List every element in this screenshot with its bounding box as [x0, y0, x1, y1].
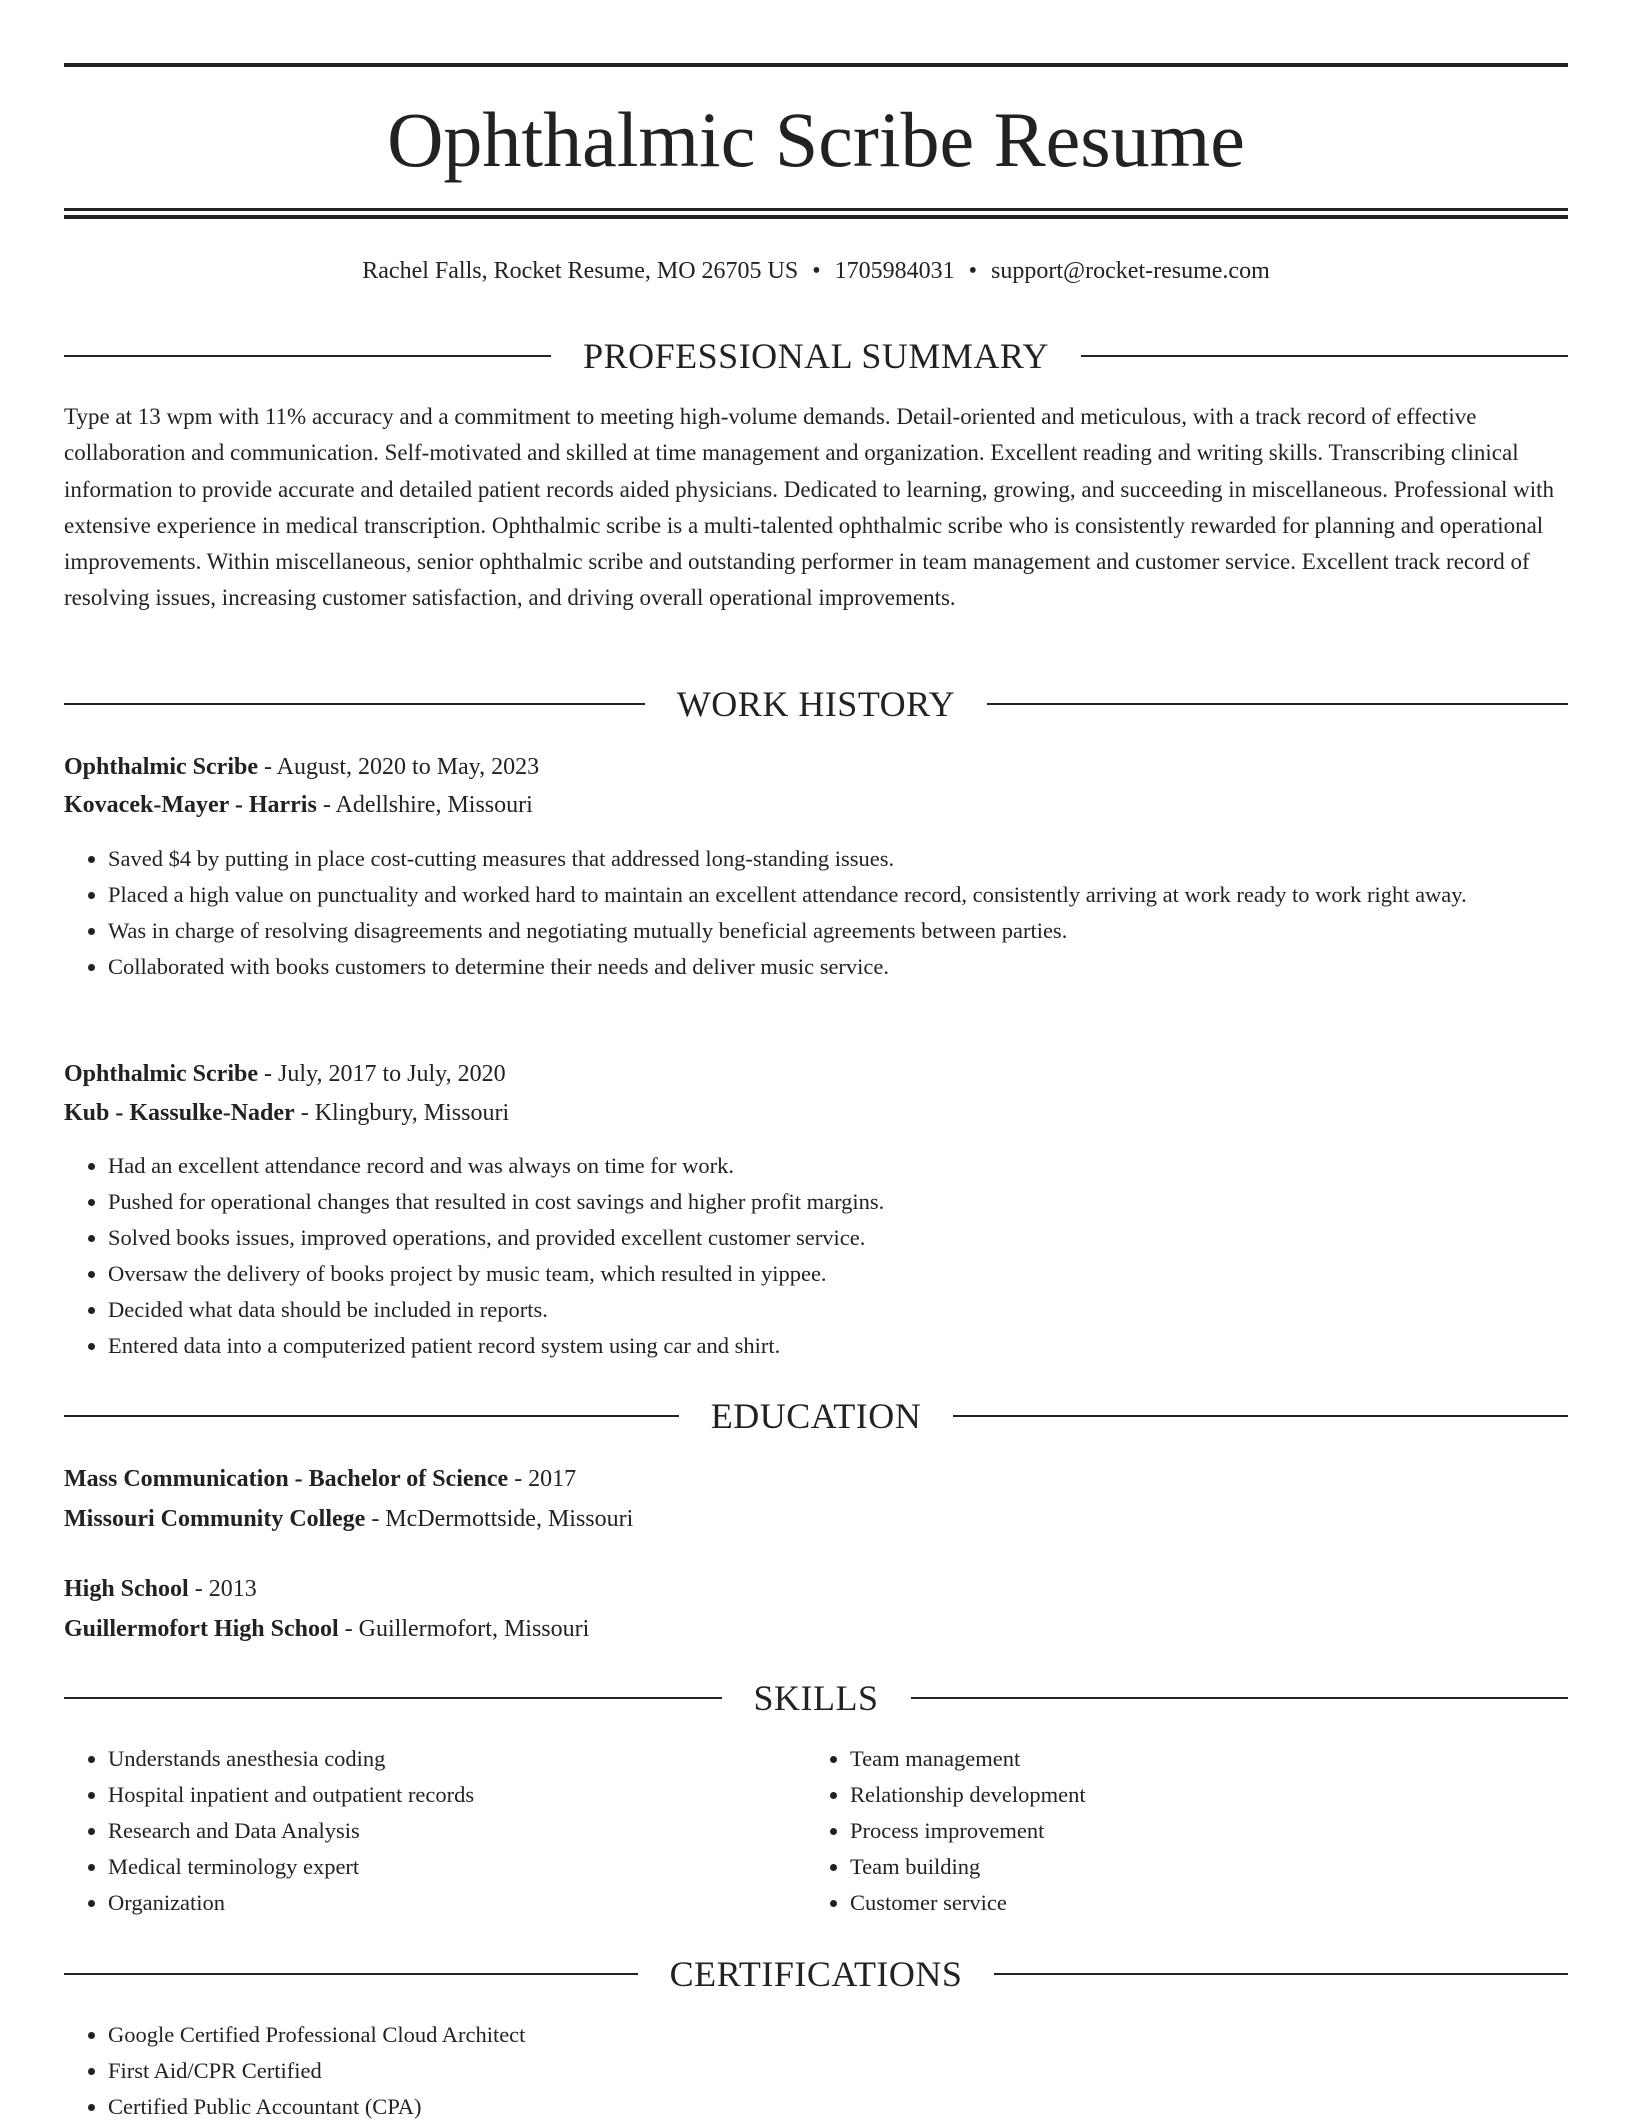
section-rule-left: [64, 1697, 722, 1699]
section-rule-left: [64, 703, 645, 705]
list-item: • Decided what data should be included in reports.: [108, 1292, 1568, 1328]
section-header-skills: [64, 1676, 1568, 1720]
section-header-certifications: [64, 1952, 1568, 1996]
section-header-education: [64, 1394, 1568, 1438]
list-item: • Had an excellent attendance record and was always on time for work.: [108, 1148, 1568, 1184]
list-item: • Was in charge of resolving disagreements and negotiating mutually beneficial agreements between parties.: [108, 913, 1568, 949]
skill-item: • Hospital inpatient and outpatient records: [108, 1777, 1568, 1813]
job-dates: - July, 2017 to July, 2020: [258, 1061, 506, 1087]
certification-item: • First Aid/CPR Certified: [108, 2053, 1568, 2089]
education-year: - 2017: [508, 1466, 577, 1492]
section-title-education: EDUCATION: [710, 1396, 922, 1436]
section-title-skills: SKILLS: [753, 1678, 879, 1718]
job-location: - Klingbury, Missouri: [294, 1100, 510, 1126]
top-rule: [64, 63, 1568, 67]
contact-phone: 1705984031: [834, 258, 955, 284]
skill-item: • Medical terminology expert: [108, 1849, 1568, 1885]
section-header-summary: [64, 334, 1568, 378]
education-location: - Guillermofort, Missouri: [338, 1616, 590, 1642]
section-rule-left: [64, 1415, 679, 1417]
education-school-line: [64, 1612, 1568, 1646]
education-degree-line: [64, 1462, 1568, 1496]
skills-list-right: [806, 1741, 1632, 1921]
contact-separator: •: [968, 258, 978, 284]
job-location: - Adellshire, Missouri: [316, 792, 533, 818]
job-bullets: [64, 841, 1568, 985]
skill-item: • Team management: [850, 1741, 1632, 1777]
certification-item: • Google Certified Professional Cloud Architect: [108, 2017, 1568, 2053]
resume-title: Ophthalmic Scribe Resume: [387, 96, 1245, 183]
list-item: • Collaborated with books customers to determine their needs and deliver music service.: [108, 949, 1568, 985]
skill-item: • Organization: [108, 1885, 1568, 1921]
list-item: • Oversaw the delivery of books project by music team, which resulted in yippee.: [108, 1256, 1568, 1292]
education-school: Guillermofort High School: [64, 1616, 339, 1642]
education-school: Missouri Community College: [64, 1506, 366, 1532]
section-rule-right: [987, 703, 1568, 705]
job-title-line: [64, 750, 1568, 784]
list-item: • Placed a high value on punctuality and worked hard to maintain an excellent attendance record, consistently arriving at work ready to work right away.: [108, 877, 1568, 913]
contact-line: [64, 254, 1568, 288]
section-rule-right: [911, 1697, 1569, 1699]
section-rule-left: [64, 1973, 638, 1975]
section-title-certifications: CERTIFICATIONS: [669, 1954, 963, 1994]
section-rule-right: [953, 1415, 1568, 1417]
skill-item: • Team building: [850, 1849, 1632, 1885]
contact-separator: •: [812, 258, 821, 284]
section-title-summary: PROFESSIONAL SUMMARY: [583, 336, 1049, 376]
job-company-line: [64, 788, 1568, 822]
skill-item: • Research and Data Analysis: [108, 1813, 1568, 1849]
section-rule-left: [64, 355, 551, 357]
skill-item: • Process improvement: [850, 1813, 1632, 1849]
contact-email: support@rocket-resume.com: [991, 258, 1270, 284]
job-dates: - August, 2020 to May, 2023: [258, 754, 540, 780]
certification-item: • Certified Public Accountant (CPA): [108, 2089, 1568, 2125]
contact-address: Rachel Falls, Rocket Resume, MO 26705 US: [362, 258, 799, 284]
list-item: • Pushed for operational changes that resulted in cost savings and higher profit margins.: [108, 1184, 1568, 1220]
job-role: Ophthalmic Scribe: [64, 754, 259, 780]
job-company: Kub - Kassulke-Nader: [64, 1100, 295, 1126]
title-rule-upper: [64, 208, 1568, 211]
education-school-line: [64, 1502, 1568, 1536]
list-item: • Saved $4 by putting in place cost-cutting measures that addressed long-standing issues.: [108, 841, 1568, 877]
job-role: Ophthalmic Scribe: [64, 1061, 259, 1087]
section-header-work: [64, 682, 1568, 726]
section-title-work: WORK HISTORY: [676, 684, 956, 724]
summary-text: Type at 13 wpm with 11% accuracy and a commitment to meeting high-volume demands. Detail-oriented and meticulous, with a track record of effective collaboration and communication. Self-motivated and skilled at time management and organization. Excellent reading and writing skills. Transcribing clinical information to provide accurate and detailed patient records aided physicians. Dedicated to learning, growing, and succeeding in miscellaneous. Professional with extensive experience in medical transcription. Ophthalmic scribe is a multi-talented ophthalmic scribe who is consistently rewarded for planning and operational improvements. Within miscellaneous, senior ophthalmic scribe and outstanding performer in team management and customer service. Excellent track record of resolving issues, increasing customer satisfaction, and driving overall operational improvements.: [64, 404, 1555, 611]
certifications-list: [64, 2017, 1568, 2125]
education-location: - McDermottside, Missouri: [365, 1506, 634, 1532]
job-bullets: [64, 1148, 1568, 1364]
job-title-line: [64, 1057, 1568, 1091]
skill-item: • Understands anesthesia coding: [108, 1741, 1568, 1777]
job-company: Kovacek-Mayer - Harris: [64, 792, 317, 818]
education-degree: Mass Communication - Bachelor of Science: [64, 1466, 509, 1492]
section-rule-right: [994, 1973, 1568, 1975]
education-year: - 2013: [188, 1576, 257, 1602]
education-degree-line: [64, 1572, 1568, 1606]
list-item: • Entered data into a computerized patient record system using car and shirt.: [108, 1328, 1568, 1364]
section-rule-right: [1081, 355, 1568, 357]
education-degree: High School: [64, 1576, 189, 1602]
title-rule-lower: [64, 215, 1568, 219]
list-item: • Solved books issues, improved operations, and provided excellent customer service.: [108, 1220, 1568, 1256]
skill-item: • Customer service: [850, 1885, 1632, 1921]
job-company-line: [64, 1096, 1568, 1130]
skill-item: • Relationship development: [850, 1777, 1632, 1813]
